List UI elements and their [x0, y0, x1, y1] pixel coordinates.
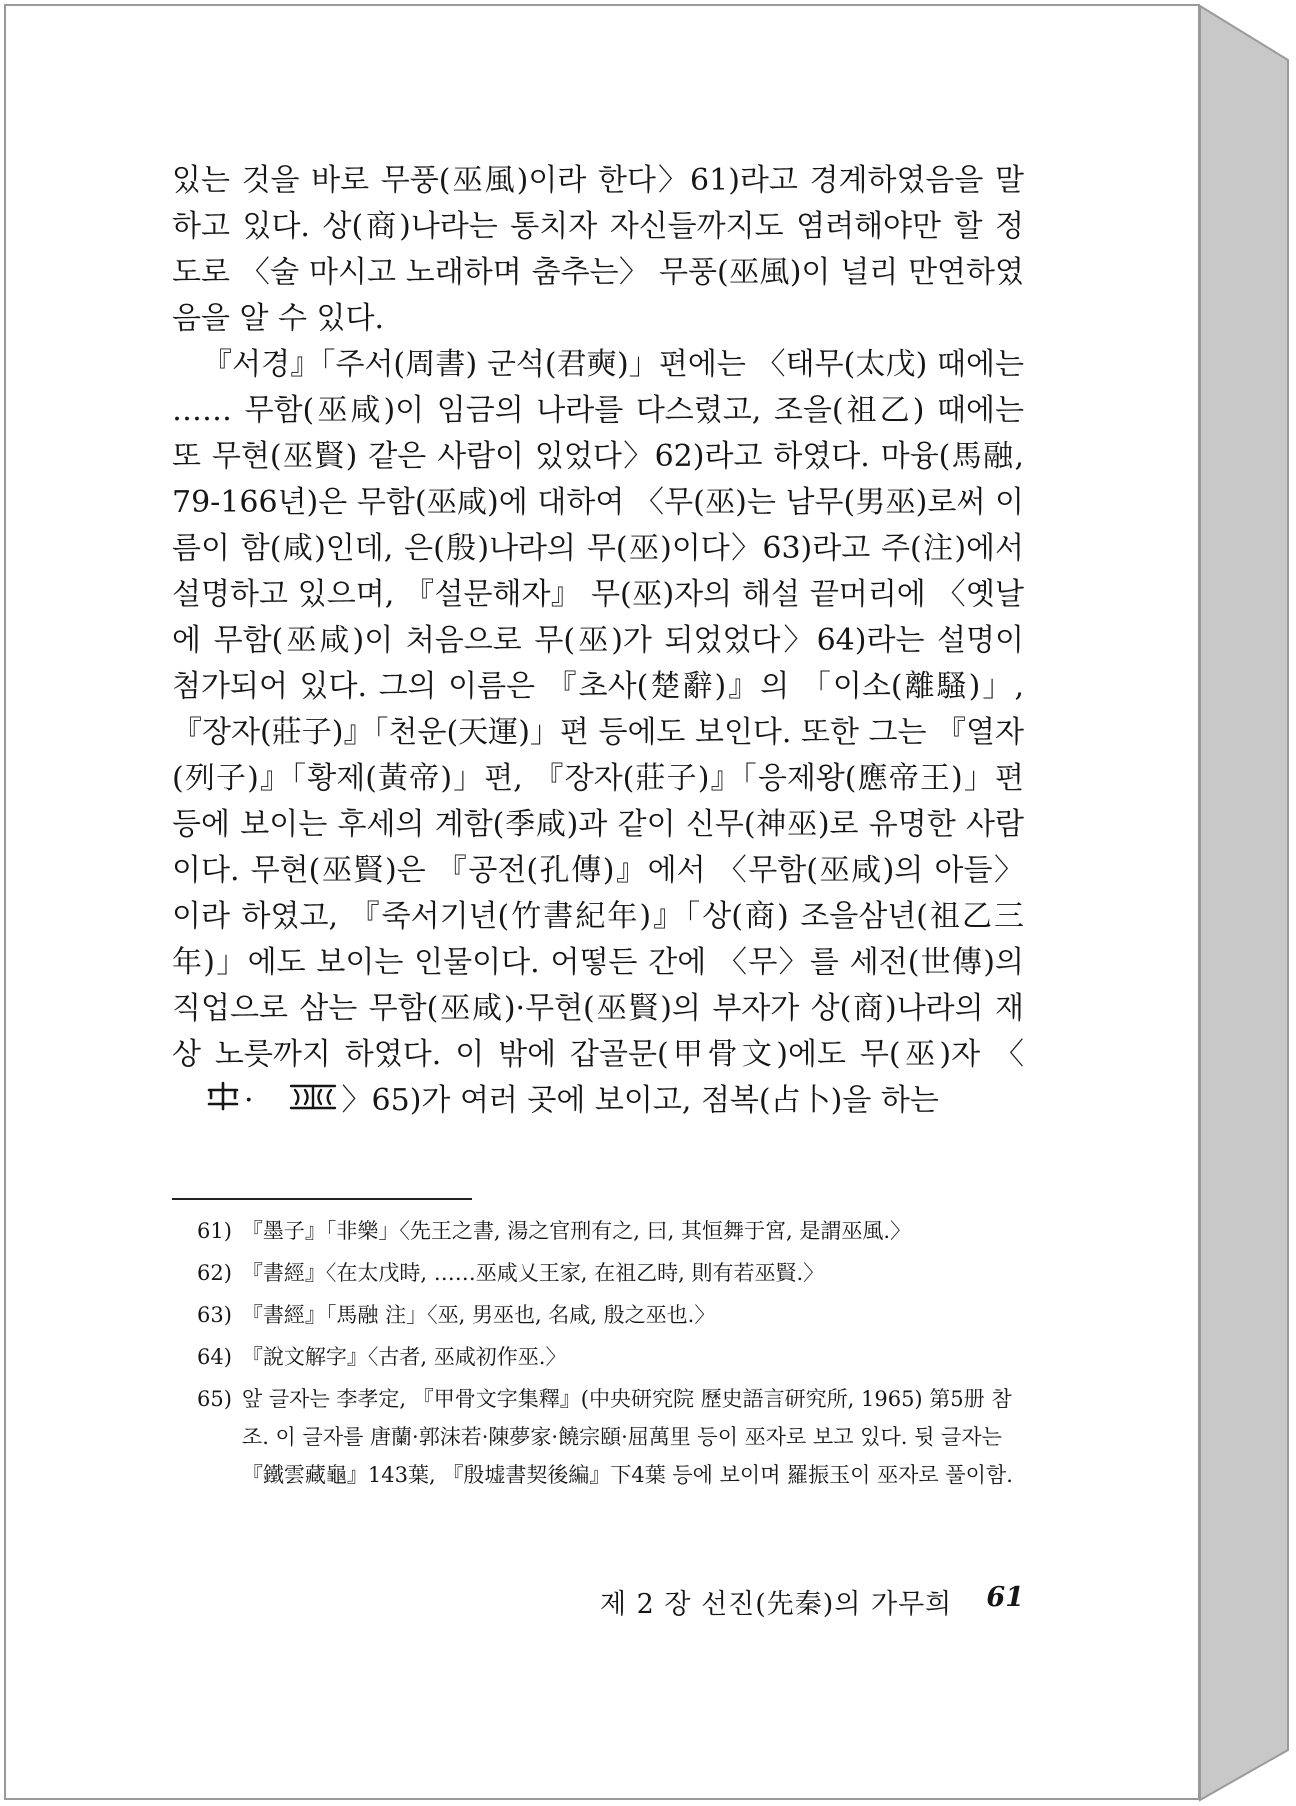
chapter-title: 제 2 장 선진(先秦)의 가무희	[600, 1589, 953, 1620]
footnote-number: 61)	[197, 1219, 232, 1243]
paragraph-text: 『서경』「주서(周書) 군석(君奭)」편에는 〈태무(太戊) 때에는 …… 무함(巫咸)이 임금의 나라를 다스렸고, 조을(祖乙) 때에는 또 무현(巫賢) 같은 사람이 있었다〉62)라고 하였다. 마융(馬融, 79-166년)은 무함(巫咸)에 대하여 〈무(巫)는 남무(男巫)로써 이름이 함(咸)인데, 은(殷)나라의 무(巫)이다〉63)라고 주(注)에서 설명하고 있으며, 『설문해자』 무(巫)자의 해설 끝머리에 〈옛날에 무함(巫咸)이 처음으로 무(巫)가 되었었다〉64)라는 설명이 첨가되어 있다. 그의 이름은 『초사(楚辭)』의 「이소(離騷)」, 『장자(莊子)』「천운(天運)」편 등에도 보인다. 또한 그는 『열자(列子)』「황제(黃帝)」편, 『장자(莊子)』「응제왕(應帝王)」편 등에 보이는 후세의 계함(季咸)과 같이 신무(神巫)로 유명한 사람이다. 무현(巫賢)은 『공전(孔傳)』에서 〈무함(巫咸)의 아들〉이라 하였고, 『죽서기년(竹書紀年)』「상(商) 조을삼년(祖乙三年)」에도 보이는 인물이다. 어떻든 간에 〈무〉를 세전(世傳)의 직업으로 삼는 무함(巫咸)·무현(巫賢)의 부자가 상(商)나라의 재상 노릇까지 하였다. 이 밖에 갑골문(甲骨文)에도	[172, 347, 1024, 1072]
footnote-text: 『說文解字』〈古者, 巫咸初作巫.〉	[241, 1345, 567, 1369]
footnote-text: 『書經』〈在太戊時, ……巫咸乂王家, 在祖乙時, 則有若巫賢.〉	[241, 1261, 825, 1285]
footnote-text: 『墨子』「非樂」〈先王之書, 湯之官刑有之, 曰, 其恒舞于宮, 是謂巫風.〉	[241, 1219, 911, 1243]
footnote	[197, 1296, 1025, 1334]
footnote-number: 65)	[197, 1387, 232, 1411]
last-line-separator: ·	[244, 1083, 254, 1118]
footnotes	[197, 1212, 1025, 1498]
footnote-number: 64)	[197, 1345, 232, 1369]
footnote-text: 『書經』「馬融 注」〈巫, 男巫也, 名咸, 殷之巫也.〉	[241, 1303, 716, 1327]
page-footer	[600, 1582, 1024, 1621]
footnote	[197, 1338, 1025, 1376]
footnote-number: 62)	[197, 1261, 232, 1285]
paragraph	[172, 342, 1024, 1125]
last-line-after: 〉65)가 여러 곳에 보이고, 점복(占卜)을 하는	[341, 1083, 939, 1118]
footnote-text: 앞 글자는 李孝定, 『甲骨文字集釋』(中央研究院 歷史語言研究所, 1965) 第5册 참조. 이 글자를 唐蘭·郭沫若·陳夢家·饒宗頤·屈萬里 등이 巫자로 보고 있다. 뒷 글자는 『鐵雲藏龜』143葉, 『殷墟書契後編』下4葉 등에 보이며 羅振玉이 巫자로 풀이함.	[241, 1387, 1013, 1487]
footnote-number: 63)	[197, 1303, 232, 1327]
bronze-wu-glyph	[258, 1079, 338, 1125]
body-text	[172, 158, 1024, 1125]
footnote-rule	[172, 1198, 472, 1200]
paragraph: 있는 것을 바로 무풍(巫風)이라 한다〉61)라고 경계하였음을 말하고 있다. 상(商)나라는 통치자 자신들까지도 염려해야만 할 정도로 〈술 마시고 노래하며 춤추는〉 무풍(巫風)이 널리 만연하였음을 알 수 있다.	[172, 163, 1024, 336]
page-number: 61	[986, 1582, 1024, 1613]
footnote	[197, 1254, 1025, 1292]
footnote	[197, 1380, 1025, 1494]
footnote	[197, 1212, 1025, 1250]
oracle-bone-wu-glyph	[176, 1079, 240, 1125]
last-line-before: 무(巫)자 〈	[859, 1037, 1025, 1072]
